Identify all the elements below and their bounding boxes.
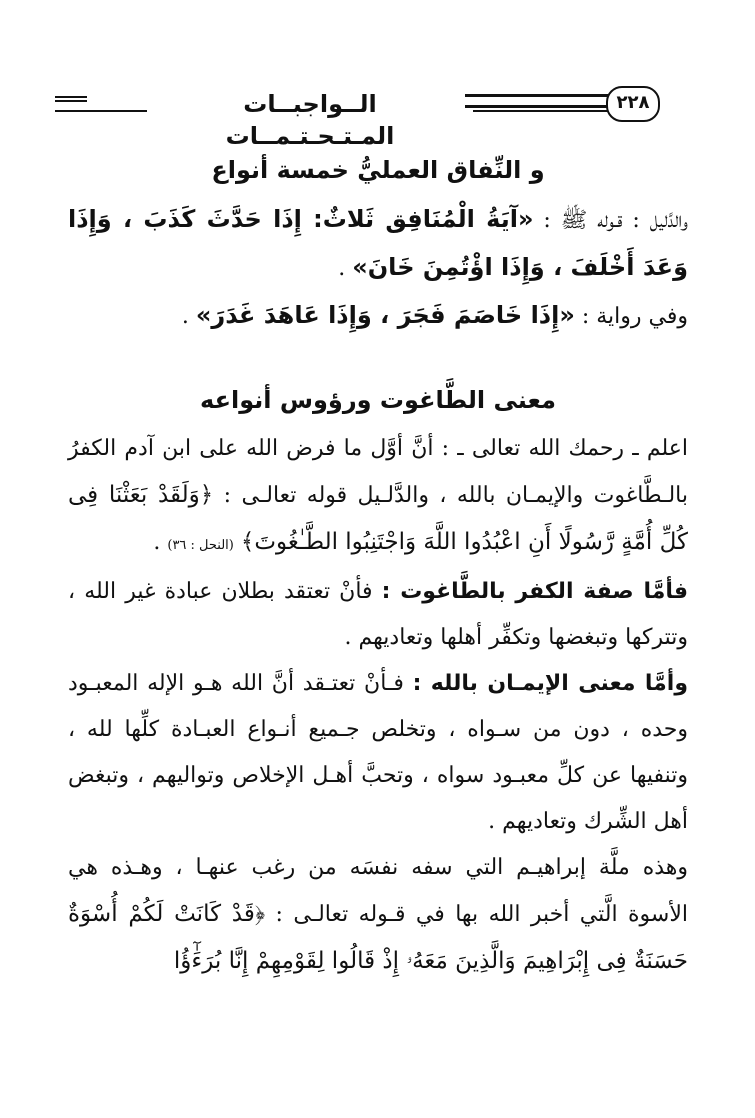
paragraph-lead: وأمَّا معنى الإيمـان بالله : bbox=[412, 671, 688, 696]
evidence-intro: والدَّليل : قـوله ﷺ : bbox=[543, 208, 688, 233]
running-title: الــواجبــات المـتـحـتـمــات bbox=[147, 88, 473, 152]
verse-reference: (النحل : ٣٦) bbox=[167, 538, 234, 553]
variant-intro: وفي رواية : bbox=[581, 304, 688, 329]
paragraph-lead: فأمَّا صفة الكفر بالطَّاغوت : bbox=[381, 579, 688, 604]
section-heading-nifaq: و النِّفاق العمليُّ خمسة أنواع bbox=[211, 156, 545, 184]
section-heading-taghut: معنى الطَّاغوت ورؤوس أنواعه bbox=[200, 386, 556, 414]
punctuation: . bbox=[338, 256, 353, 281]
running-header bbox=[55, 86, 660, 150]
paragraph-variant-narration bbox=[68, 292, 688, 340]
page-number: ٢٢٨ bbox=[606, 86, 660, 122]
paragraph-text: اعلم ـ رحمك الله تعالى ـ : أنَّ أوَّل ما فرض الله على ابن آدم الكفرُ بالـطَّاغوت والإيمـان بالله ، والدَّلـيل قوله تعالـى : bbox=[68, 436, 688, 508]
paragraph-text: وهذه ملَّة إبراهيـم التي سفه نفسَه من رغب عنهـا ، وهـذه هي الأسوة الَّتي أخبر الله بها في قـوله تعالـى : bbox=[68, 855, 689, 927]
paragraph-taghut-intro bbox=[68, 426, 688, 569]
paragraph-kufr-bittaghut bbox=[68, 569, 688, 661]
hadith-text: «آيَةُ الْمُنَافِق ثَلاثٌ: إِذَا حَدَّثَ كَذَبَ ، وَإِذَا وَعَدَ أَخْلَفَ ، وَإِذَا اؤْتُمِنَ خَانَ» bbox=[68, 205, 688, 281]
quran-verse: ﴿وَلَقَدْ بَعَثْنَا فِى كُلِّ أُمَّةٍ رَّسُولًا أَنِ اعْبُدُوا اللَّهَ وَاجْتَنِبُوا الطَّـٰغُوتَ﴾ bbox=[68, 482, 688, 555]
punctuation: . bbox=[153, 530, 168, 555]
punctuation: . bbox=[181, 304, 196, 329]
header-double-rule bbox=[465, 94, 612, 108]
header-ornament bbox=[55, 96, 87, 106]
paragraph-iman-billah bbox=[68, 661, 688, 845]
paragraph-nifaq-evidence bbox=[68, 196, 688, 292]
quran-verse: ﴿قَدْ كَانَتْ لَكُمْ أُسْوَةٌ حَسَنَةٌ فِى إِبْرَاهِيمَ وَالَّذِينَ مَعَهُۥ إِذْ قَالُوا لِقَوْمِهِمْ إِنَّا بُرَءَٰٓؤُا bbox=[68, 901, 688, 974]
paragraph-text: فـأنْ تعتـقد أنَّ الله هـو الإله المعبـود وحده ، دون من سـواه ، وتخلص جـميع أنـواع العبـادة كلِّها لله ، وتنفيها عن كلِّ معبـود سواه ، وتحبَّ أهـل الإخلاص وتواليهم ، وتبغض أهل الشِّرك وتعاديهم . bbox=[68, 671, 688, 834]
paragraph-millat-ibrahim bbox=[68, 845, 688, 985]
page-content bbox=[68, 150, 688, 985]
hadith-text-variant: «إِذَا خَاصَمَ فَجَرَ ، وَإِذَا عَاهَدَ غَدَرَ» bbox=[195, 301, 575, 329]
paragraph-text: فأنْ تعتقد بطلان عبادة غير الله ، وتتركها وتبغضها وتكفِّر أهلها وتعاديهم . bbox=[68, 579, 688, 650]
